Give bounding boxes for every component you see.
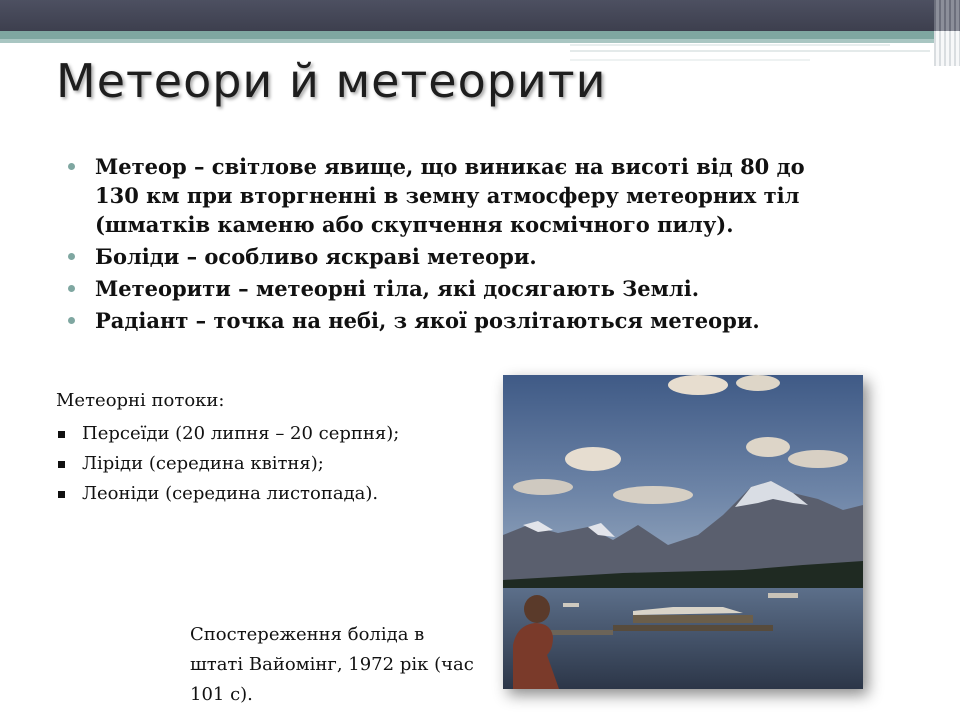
list-item (66, 306, 826, 335)
meteor-streams-list (56, 419, 399, 509)
definition-radiant: Радіант – точка на небі, з якої розлітаються метеори. (95, 308, 760, 333)
definition-meteorites: Метеорити – метеорні тіла, які досягають Землі. (95, 276, 700, 301)
meteor-streams-heading: Метеорні потоки: (56, 390, 225, 411)
list-item (66, 242, 826, 271)
square-bullet-icon (58, 461, 65, 468)
definition-meteor: Метеор – світлове явище, що виникає на висоті від 80 до 130 км при вторгненні в земну атмосферу метеорних тіл (шматків каменю або скупчення космічного пилу). (95, 154, 805, 237)
bullet-dot-icon (68, 285, 75, 292)
top-decor-bar (0, 0, 960, 31)
teal-stripe-light (0, 39, 960, 43)
photo-caption: Спостереження боліда в штаті Вайомінг, 1972 рік (час 101 с). (190, 624, 474, 705)
decor-line (570, 50, 930, 52)
definition-bolides: Боліди – особливо яскраві метеори. (95, 244, 537, 269)
stream-lyrids: Ліріди (середина квітня); (82, 453, 324, 474)
list-item (66, 152, 826, 239)
list-item (66, 274, 826, 303)
stream-leonids: Леоніди (середина листопада). (82, 483, 379, 504)
square-bullet-icon (58, 431, 65, 438)
lake-mountains-photo (503, 375, 863, 689)
square-bullet-icon (58, 491, 65, 498)
slide-title: Метеори й метеорити (56, 54, 607, 108)
bullet-dot-icon (68, 163, 75, 170)
bullet-dot-icon (68, 253, 75, 260)
definitions-list (66, 152, 826, 338)
teal-stripe (0, 31, 960, 39)
corner-stripes-dark (934, 0, 960, 31)
bullet-dot-icon (68, 317, 75, 324)
list-item (56, 419, 399, 449)
list-item (56, 479, 399, 509)
stream-perseids: Персеїди (20 липня – 20 серпня); (82, 423, 400, 444)
decor-line (570, 44, 890, 46)
list-item (56, 449, 399, 479)
